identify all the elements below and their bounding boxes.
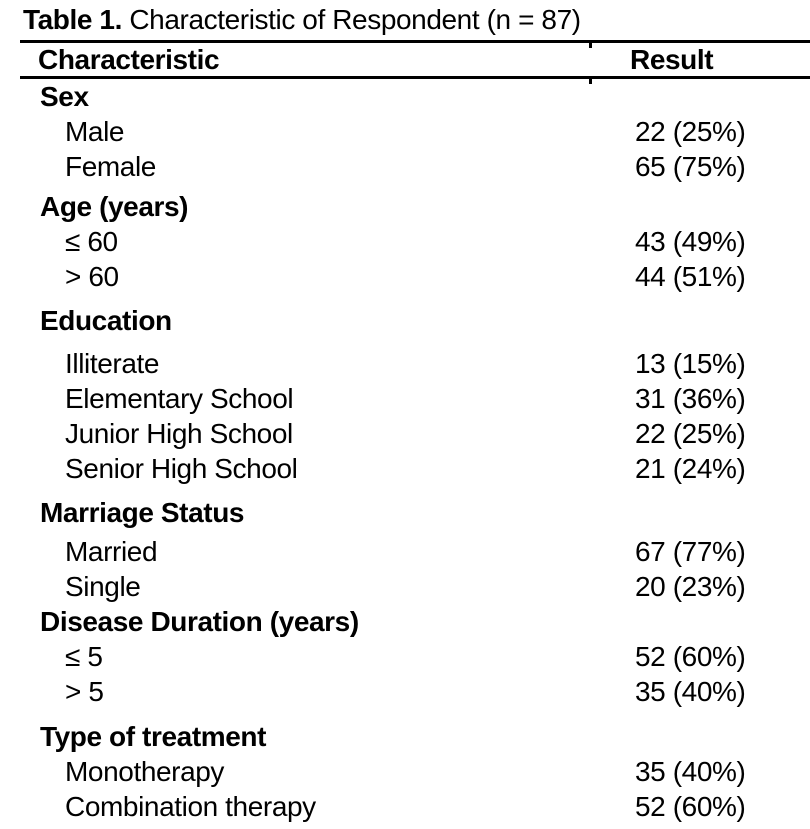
row-label: Disease Duration (years) <box>40 606 359 637</box>
table-row <box>20 530 810 569</box>
row-value: 52 (60%) <box>635 641 746 672</box>
row-value: 35 (40%) <box>635 756 746 787</box>
table-number-label: Table 1. <box>23 4 122 35</box>
row-label: Type of treatment <box>40 721 267 752</box>
table-title <box>23 3 581 37</box>
table-row <box>20 486 810 530</box>
table-row <box>20 224 810 259</box>
table-row <box>20 416 810 451</box>
table-row <box>20 639 810 674</box>
table-row <box>20 259 810 294</box>
table-row <box>20 674 810 709</box>
table-row <box>20 114 810 149</box>
row-value: 13 (15%) <box>635 348 746 379</box>
column-header-characteristic: Characteristic <box>38 44 220 75</box>
row-label: Sex <box>40 81 89 112</box>
row-value: 22 (25%) <box>635 418 746 449</box>
table-row <box>20 338 810 381</box>
row-value: 65 (75%) <box>635 151 746 182</box>
row-label: Male <box>65 116 125 147</box>
row-label: Junior High School <box>65 418 293 449</box>
row-label: ≤ 5 <box>65 641 103 672</box>
row-label: Senior High School <box>65 453 298 484</box>
row-value: 43 (49%) <box>635 226 746 257</box>
column-divider-tick-top <box>589 43 592 48</box>
table-row <box>20 754 810 789</box>
row-label: Age (years) <box>40 191 189 222</box>
row-label: > 60 <box>65 261 119 292</box>
row-label: Single <box>65 571 141 602</box>
row-label: Married <box>65 536 158 567</box>
row-value: 67 (77%) <box>635 536 746 567</box>
table-row <box>20 149 810 184</box>
table-row <box>20 184 810 224</box>
row-label: Monotherapy <box>65 756 225 787</box>
row-value: 20 (23%) <box>635 571 746 602</box>
table-body <box>20 79 810 824</box>
row-label: Marriage Status <box>40 497 245 528</box>
row-value: 52 (60%) <box>635 791 746 822</box>
table-row <box>20 789 810 824</box>
table-row <box>20 79 810 114</box>
table-row <box>20 294 810 338</box>
characteristics-table <box>20 40 810 824</box>
row-value: 31 (36%) <box>635 383 746 414</box>
row-label: Combination therapy <box>65 791 316 822</box>
row-label: Elementary School <box>65 383 294 414</box>
row-label: > 5 <box>65 676 104 707</box>
row-value: 35 (40%) <box>635 676 746 707</box>
table-row <box>20 569 810 604</box>
row-label: ≤ 60 <box>65 226 118 257</box>
table-row <box>20 604 810 639</box>
row-label: Illiterate <box>65 348 160 379</box>
table-row <box>20 451 810 486</box>
row-label: Education <box>40 305 172 336</box>
table-title-text: Characteristic of Respondent (n = 87) <box>121 4 581 35</box>
table-row <box>20 381 810 416</box>
row-value: 22 (25%) <box>635 116 746 147</box>
table-row <box>20 709 810 754</box>
row-label: Female <box>65 151 156 182</box>
column-header-result: Result <box>630 44 714 75</box>
row-value: 44 (51%) <box>635 261 746 292</box>
row-value: 21 (24%) <box>635 453 746 484</box>
table-header-row <box>20 40 810 79</box>
